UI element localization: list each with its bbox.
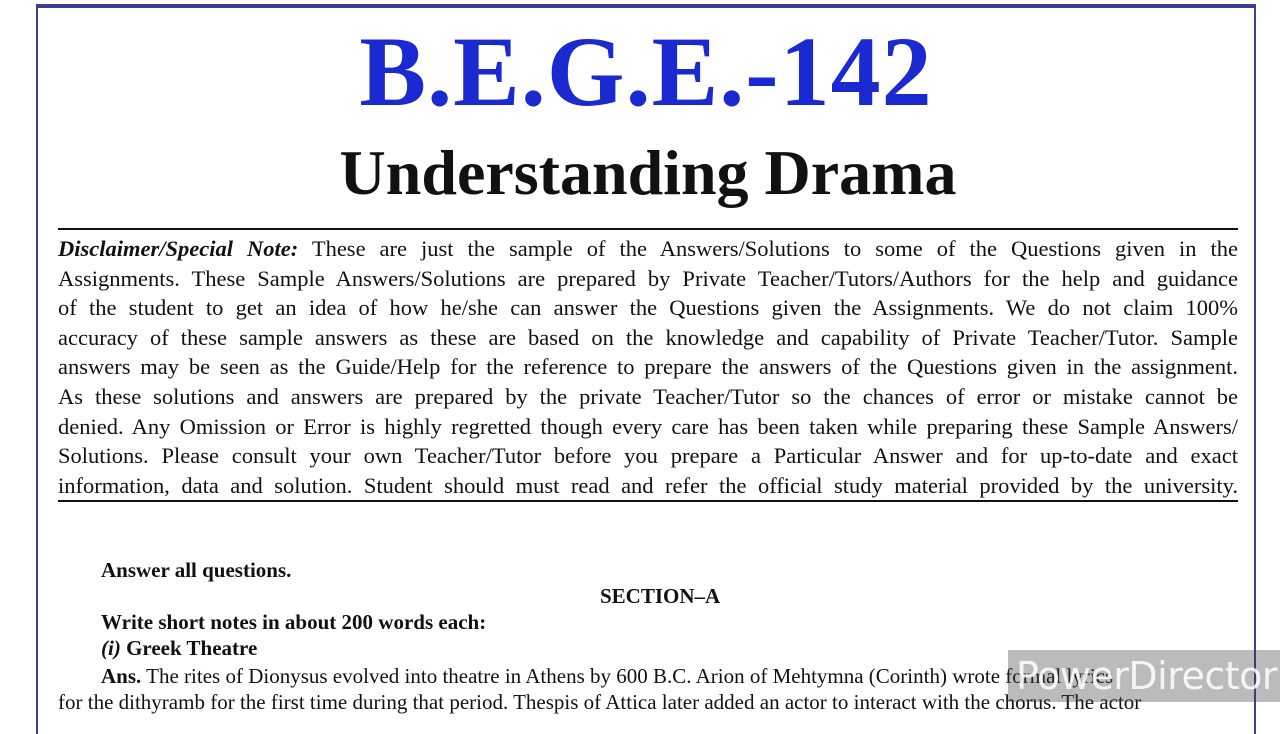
divider-top (58, 228, 1238, 230)
disclaimer-label: Disclaimer/Special Note: (58, 236, 299, 261)
disclaimer-line: accuracy of these sample answers as these are based on the knowledge and capability of Private Teacher/Tutor. Sample (58, 324, 1238, 350)
answer-label: Ans. (101, 664, 142, 688)
watermark-text: PowerDirector (1016, 654, 1278, 698)
instruction-text: Answer all questions. (101, 558, 292, 582)
course-code: B.E.G.E.-142 (359, 16, 933, 127)
question-number: (i) (101, 636, 121, 660)
disclaimer-line: denied. Any Omission or Error is highly regretted though every care has been taken while preparing these Sample Answers/ (58, 413, 1238, 439)
divider-bottom (58, 500, 1238, 502)
answer-line-2: for the dithyramb for the first time during that period. Thespis of Attica later added an actor to interact with the chorus. The actor (58, 690, 1142, 714)
disclaimer-block (58, 234, 1238, 500)
disclaimer-line: Solutions. Please consult your own Teacher/Tutor before you prepare a Particular Answer and for up-to-date and exact (58, 443, 1238, 469)
disclaimer-line: As these solutions and answers are prepared by the private Teacher/Tutor so the chances of error or mistake cannot be (58, 383, 1238, 409)
course-title: Understanding Drama (339, 137, 957, 208)
disclaimer-line: Assignments. These Sample Answers/Solutions are prepared by Private Teacher/Tutors/Authors for the help and guidance (58, 265, 1238, 291)
section-heading: SECTION–A (600, 584, 721, 608)
question-heading (101, 636, 257, 661)
disclaimer-line: of the student to get an idea of how he/she can answer the Questions given the Assignments. We do not claim 100% (58, 295, 1238, 321)
answer-line-1: Ans. The rites of Dionysus evolved into theatre in Athens by 600 B.C. Arion of Mehtymna (Corinth) wrote formal lyrics (101, 664, 1114, 688)
question-title: Greek Theatre (126, 636, 258, 660)
disclaimer-line: Disclaimer/Special Note: These are just the sample of the Answers/Solutions to some of the Questions given in the (58, 236, 1239, 261)
disclaimer-line: answers may be seen as the Guide/Help for the reference to prepare the answers of the Questions given in the assignment. (58, 354, 1238, 380)
disclaimer-line: information, data and solution. Student should must read and refer the official study material provided by the university. (58, 472, 1238, 498)
write-prompt: Write short notes in about 200 words each: (101, 610, 487, 634)
